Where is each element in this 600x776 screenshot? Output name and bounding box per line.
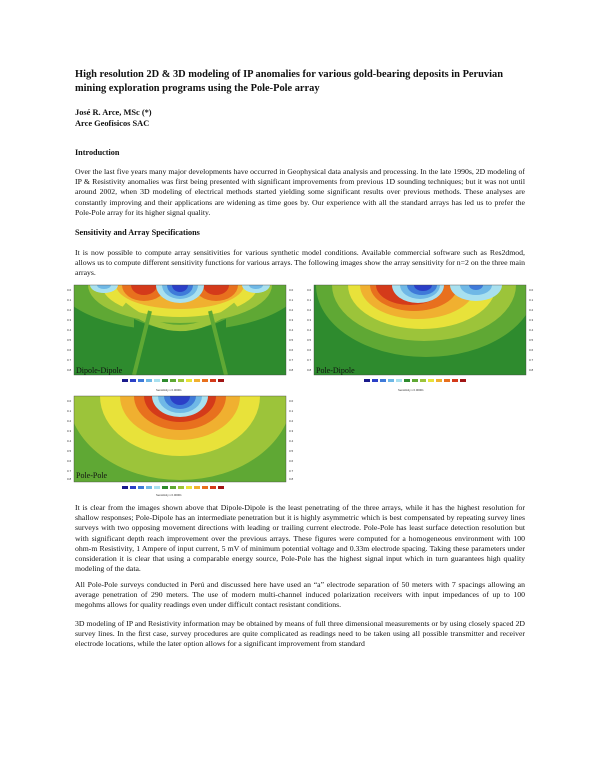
svg-text:0.4: 0.4 <box>289 439 294 443</box>
svg-text:0.6: 0.6 <box>289 348 294 352</box>
scale-caption: Sensitivity x 0.00001 <box>156 388 182 392</box>
svg-text:0.7: 0.7 <box>529 358 534 362</box>
svg-text:0.5: 0.5 <box>67 338 72 342</box>
svg-text:0.4: 0.4 <box>289 328 294 332</box>
introduction-paragraph: Over the last five years many major developments have occurred in Geophysical data analysis and processing. In the late 1990s, 2D modeling of IP & Resistivity anomalies was first being presented with significant improvements from previous 1D sounding techniques; but it was not until around 2002, when 3D modeling of electrical methods started yielding some significant results over previous methods. These analyses are constantly improving and their applications are widening as time goes by. Our experience with all the standard arrays has led us to prefer the Pole-Pole array for its higher signal quality. <box>75 167 525 217</box>
svg-text:0.1: 0.1 <box>307 298 312 302</box>
svg-text:0.4: 0.4 <box>67 439 72 443</box>
section-heading-introduction: Introduction <box>75 148 120 157</box>
author-block <box>75 107 152 129</box>
svg-text:0.3: 0.3 <box>289 429 294 433</box>
svg-text:0.1: 0.1 <box>67 298 72 302</box>
svg-text:0.0: 0.0 <box>289 399 294 403</box>
figure-pole-pole <box>64 392 300 502</box>
svg-text:0.4: 0.4 <box>67 328 72 332</box>
svg-text:0.0: 0.0 <box>529 288 534 292</box>
svg-text:0.1: 0.1 <box>529 298 534 302</box>
color-legend <box>122 379 224 382</box>
figure-label: Pole-Dipole <box>316 366 355 375</box>
svg-text:0.8: 0.8 <box>67 368 72 372</box>
scale-caption: Sensitivity x 0.00001 <box>398 388 424 392</box>
svg-text:0.5: 0.5 <box>307 338 312 342</box>
svg-text:0.2: 0.2 <box>307 308 312 312</box>
svg-text:0.2: 0.2 <box>289 419 294 423</box>
svg-text:0.8: 0.8 <box>289 477 294 481</box>
svg-text:0.6: 0.6 <box>289 459 294 463</box>
svg-text:0.4: 0.4 <box>529 328 534 332</box>
svg-text:0.7: 0.7 <box>289 469 294 473</box>
svg-text:0.0: 0.0 <box>67 399 72 403</box>
svg-text:0.1: 0.1 <box>67 409 72 413</box>
figure-dipole-dipole <box>64 281 300 399</box>
author-affiliation: Arce Geofísicos SAC <box>75 119 150 128</box>
svg-text:0.2: 0.2 <box>67 419 72 423</box>
body-paragraph-3: 3D modeling of IP and Resistivity information may be obtained by means of full three dimensional measurements or by using closely spaced 2D survey lines. In the first case, survey procedures are quite complicated as readings need to be taken using all possible transmitter and receiver electrode locations, while the later option allows for a significant improvement from standard <box>75 619 525 649</box>
svg-text:0.3: 0.3 <box>289 318 294 322</box>
author-name: José R. Arce, MSc (*) <box>75 108 152 117</box>
svg-text:0.6: 0.6 <box>67 459 72 463</box>
svg-text:0.2: 0.2 <box>289 308 294 312</box>
color-legend <box>364 379 466 382</box>
color-legend <box>122 486 224 489</box>
body-paragraph-1: It is clear from the images shown above that Dipole-Dipole is the least penetrating of the three arrays, while it has the highest resolution for shallow responses; Pole-Dipole has an intermediate penetration but it is highly asymmetric which is best compensated by repeating survey lines surveys with two opposing movement directions with leading or trailing current electrode. Pole-Pole has least surface detection resolution but with significant depth reach improvement over the previous arrays. These figures were computed for a homogeneous environment with 100 ohm-m Resistivity, 1 Ampere of input current, 5 mV of minimum potential voltage and 0.33m electrode spacing. Taking these parameters under consideration it is clear that using a comparable energy source, Pole-Pole has the highest signal input which in turn guarantees high quality modeling of the data. <box>75 503 525 574</box>
body-paragraph-2: All Pole-Pole surveys conducted in Perú and discussed here have used an “a” electrode separation of 50 meters with 7 spacings allowing an average penetration of 290 meters. The use of modern multi-channel induced polarization receivers with input impedances of up to 100 megohms allows for quality readings even under difficult contact resistant conditions. <box>75 580 525 610</box>
svg-text:0.7: 0.7 <box>289 358 294 362</box>
svg-text:0.7: 0.7 <box>67 358 72 362</box>
svg-text:0.1: 0.1 <box>289 409 294 413</box>
figure-pole-dipole <box>306 281 542 399</box>
svg-text:0.6: 0.6 <box>529 348 534 352</box>
scale-caption: Sensitivity x 0.00001 <box>156 493 182 497</box>
svg-text:0.3: 0.3 <box>67 318 72 322</box>
section-heading-sensitivity: Sensitivity and Array Specifications <box>75 228 200 237</box>
svg-text:0.2: 0.2 <box>529 308 534 312</box>
svg-text:0.8: 0.8 <box>529 368 534 372</box>
svg-text:0.8: 0.8 <box>307 368 312 372</box>
svg-text:0.7: 0.7 <box>67 469 72 473</box>
svg-text:0.3: 0.3 <box>529 318 534 322</box>
svg-text:0.3: 0.3 <box>307 318 312 322</box>
svg-text:0.7: 0.7 <box>307 358 312 362</box>
svg-text:0.1: 0.1 <box>289 298 294 302</box>
svg-text:0.5: 0.5 <box>67 449 72 453</box>
figure-label: Pole-Pole <box>76 471 108 480</box>
svg-text:0.8: 0.8 <box>289 368 294 372</box>
paper-title: High resolution 2D & 3D modeling of IP anomalies for various gold-bearing deposits in Peruvian mining exploration programs using the Pole-Pole array <box>75 69 503 94</box>
figure-label: Dipole-Dipole <box>76 366 123 375</box>
svg-text:0.0: 0.0 <box>289 288 294 292</box>
svg-text:0.0: 0.0 <box>307 288 312 292</box>
svg-text:0.3: 0.3 <box>67 429 72 433</box>
svg-text:0.6: 0.6 <box>307 348 312 352</box>
sensitivity-paragraph: It is now possible to compute array sensitivities for various synthetic model conditions. Available commercial software such as Res2dmod, allows us to compute different sensitivity functions for various arrays. The following images show the array sensitivity for n=2 on the three main arrays. <box>75 248 525 278</box>
svg-text:0.2: 0.2 <box>67 308 72 312</box>
svg-text:0.0: 0.0 <box>67 288 72 292</box>
svg-text:0.8: 0.8 <box>67 477 72 481</box>
svg-text:0.5: 0.5 <box>289 449 294 453</box>
svg-text:0.5: 0.5 <box>529 338 534 342</box>
svg-text:0.5: 0.5 <box>289 338 294 342</box>
svg-text:0.4: 0.4 <box>307 328 312 332</box>
svg-text:0.6: 0.6 <box>67 348 72 352</box>
